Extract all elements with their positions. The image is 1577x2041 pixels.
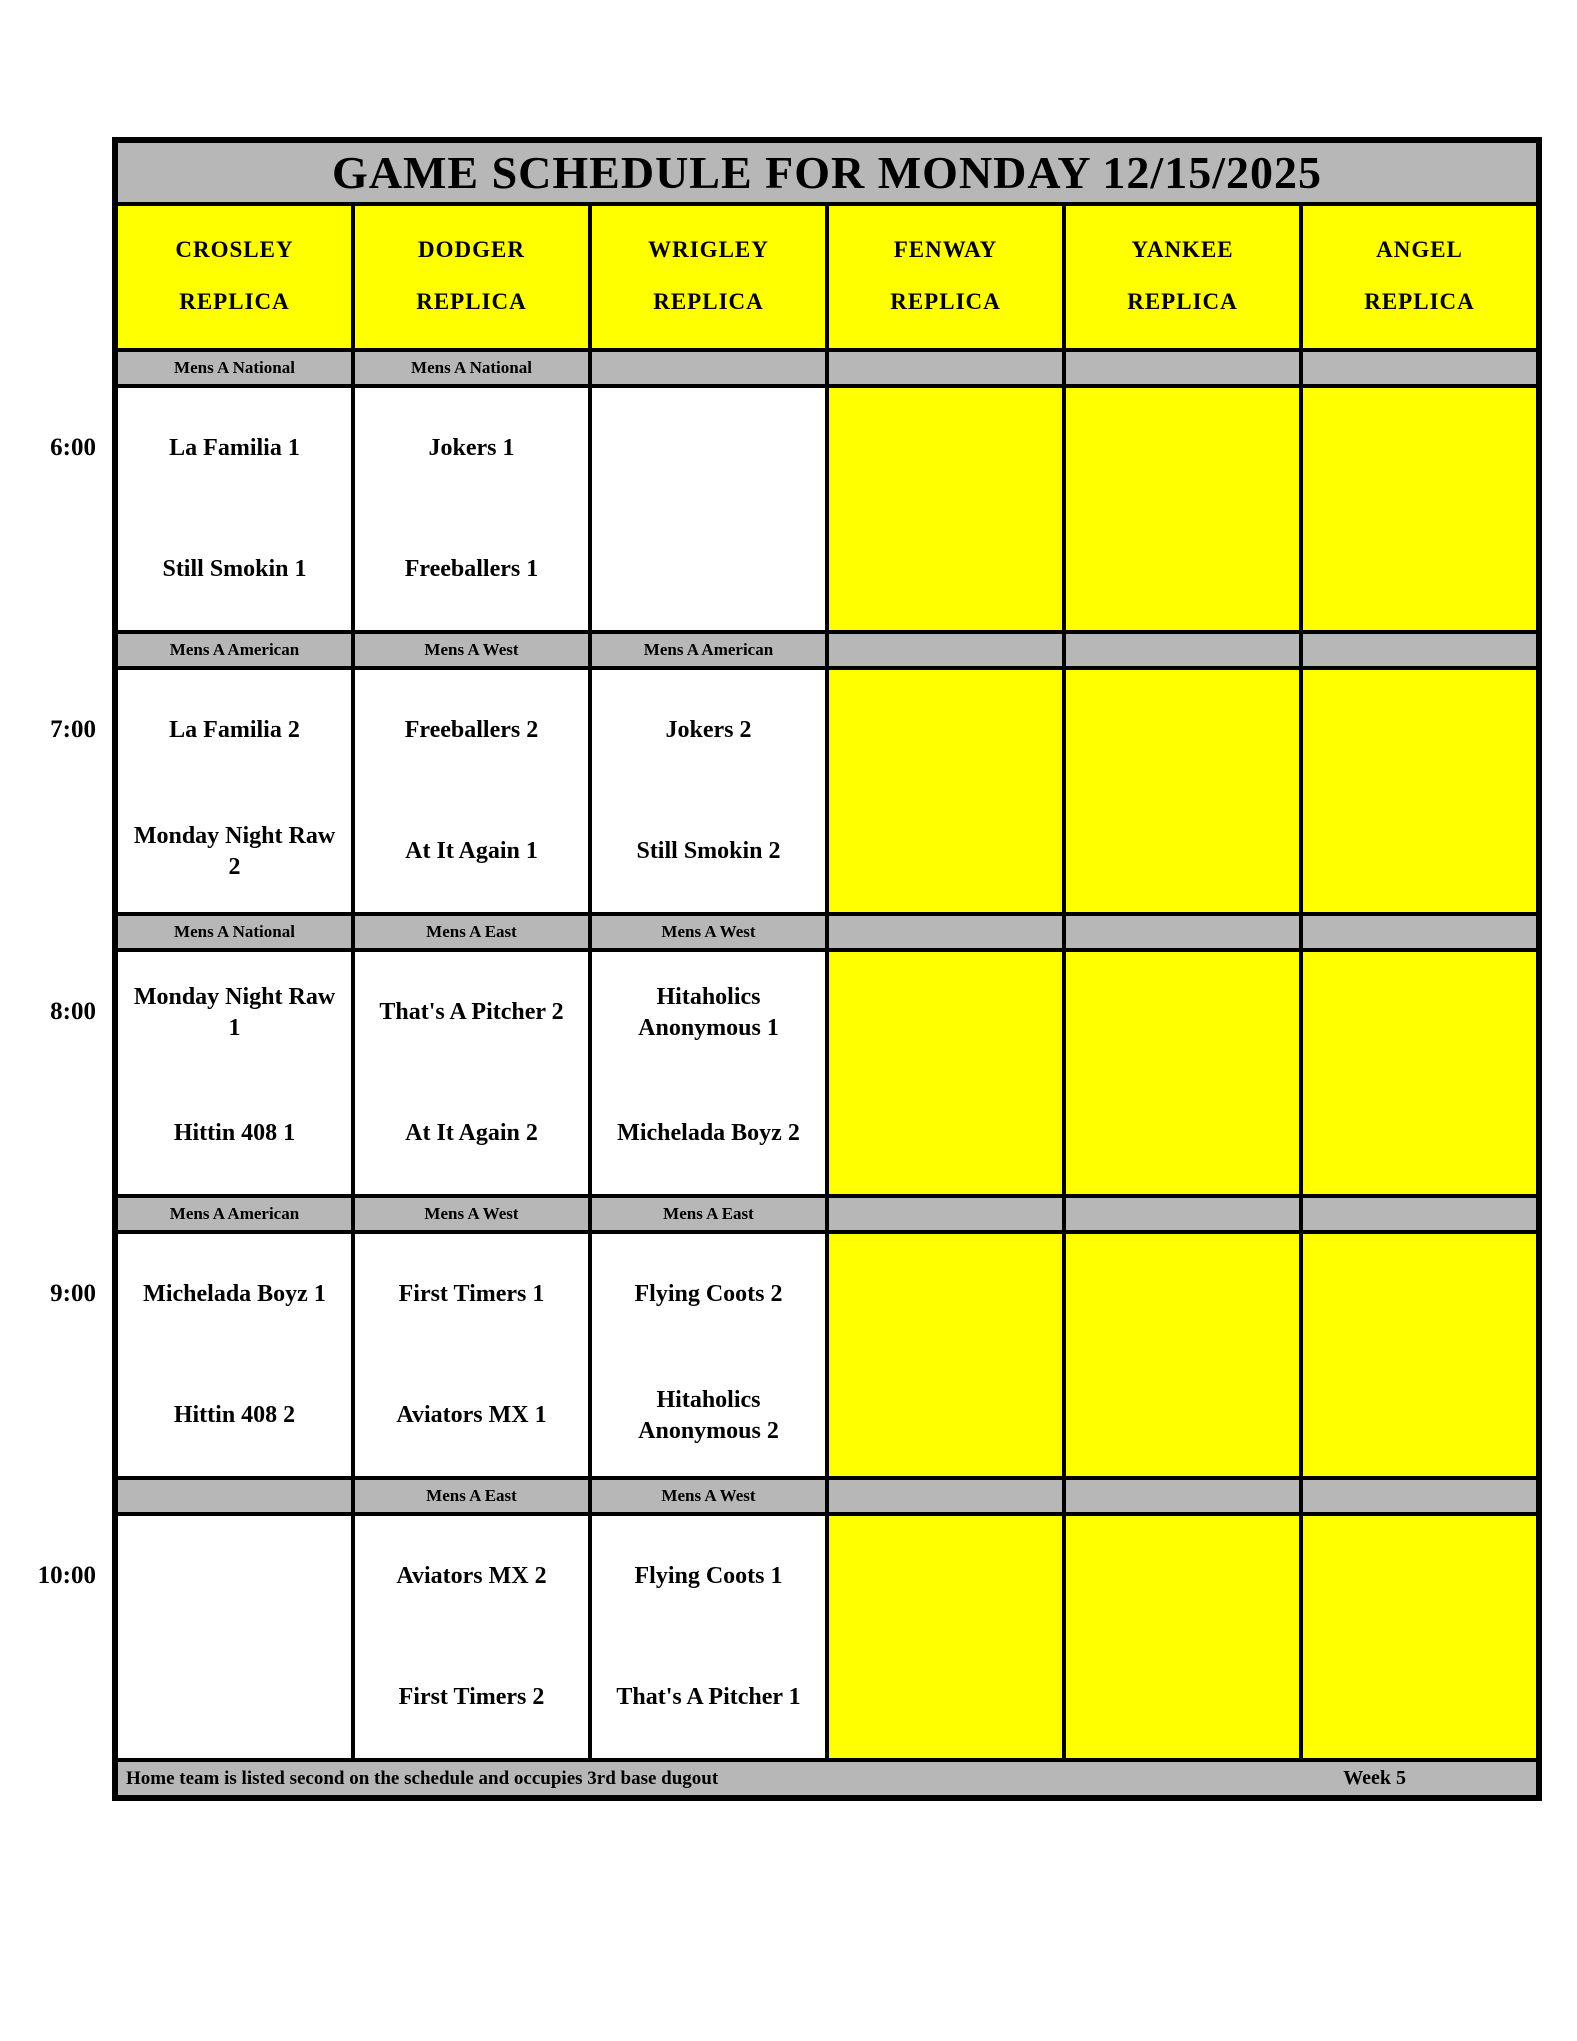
division-cell-1000-dodger: Mens A East (353, 1478, 590, 1514)
home-team (1066, 1355, 1299, 1476)
away-team (829, 388, 1062, 509)
venue-name: ANGEL (1376, 237, 1463, 262)
home-team (118, 1637, 351, 1758)
venue-sublabel: REPLICA (1127, 289, 1238, 314)
away-team (829, 670, 1062, 791)
game-cell-900-crosley (116, 1232, 353, 1478)
time-label-800: 8:00 (50, 997, 96, 1025)
division-cell-700-angel (1301, 632, 1538, 668)
division-cell-600-yankee (1064, 350, 1301, 386)
division-cell-900-fenway (827, 1196, 1064, 1232)
away-team (829, 1234, 1062, 1355)
away-team: Hitaholics Anonymous 1 (638, 983, 779, 1041)
home-team (592, 509, 825, 630)
home-team: Michelada Boyz 2 (617, 1120, 800, 1146)
game-cell-900-dodger (353, 1232, 590, 1478)
away-team (1066, 670, 1299, 791)
game-cell-700-fenway (827, 668, 1064, 914)
game-cell-800-crosley (116, 950, 353, 1196)
home-team (1066, 791, 1299, 912)
division-cell-900-angel (1301, 1196, 1538, 1232)
game-cell-1000-yankee (1064, 1514, 1301, 1760)
home-team: At It Again 2 (405, 1120, 538, 1146)
game-cell-700-wrigley (590, 668, 827, 914)
home-team: Monday Night Raw 2 (133, 822, 336, 880)
division-cell-800-wrigley: Mens A West (590, 914, 827, 950)
venue-sublabel: REPLICA (179, 289, 290, 314)
venue-sublabel: REPLICA (653, 289, 764, 314)
division-cell-1000-angel (1301, 1478, 1538, 1514)
venue-name: WRIGLEY (648, 237, 769, 262)
away-team: Jokers 2 (665, 717, 752, 743)
home-team (1066, 1073, 1299, 1194)
venue-name: YANKEE (1131, 237, 1234, 262)
game-cell-800-dodger (353, 950, 590, 1196)
home-team: Hittin 408 1 (173, 1120, 296, 1146)
game-cell-600-wrigley (590, 386, 827, 632)
away-team (829, 1516, 1062, 1637)
division-cell-800-yankee (1064, 914, 1301, 950)
away-team: La Familia 1 (169, 435, 300, 461)
division-cell-600-fenway (827, 350, 1064, 386)
division-cell-700-fenway (827, 632, 1064, 668)
away-team (1303, 1234, 1536, 1355)
home-team (1066, 509, 1299, 630)
game-cell-900-yankee (1064, 1232, 1301, 1478)
division-cell-900-crosley: Mens A American (116, 1196, 353, 1232)
division-cell-600-wrigley (590, 350, 827, 386)
division-cell-800-dodger: Mens A East (353, 914, 590, 950)
home-team (1066, 1637, 1299, 1758)
division-cell-900-yankee (1064, 1196, 1301, 1232)
division-cell-1000-yankee (1064, 1478, 1301, 1514)
away-team (1066, 388, 1299, 509)
away-team: Monday Night Raw 1 (133, 983, 336, 1041)
division-cell-800-crosley: Mens A National (116, 914, 353, 950)
division-cell-600-angel (1301, 350, 1538, 386)
division-cell-900-wrigley: Mens A East (590, 1196, 827, 1232)
game-cell-800-wrigley (590, 950, 827, 1196)
schedule-grid (112, 137, 1542, 1801)
division-cell-700-dodger: Mens A West (353, 632, 590, 668)
schedule-sheet (0, 137, 1577, 1837)
away-team: Michelada Boyz 1 (143, 1281, 326, 1307)
home-team: That's A Pitcher 1 (616, 1684, 801, 1710)
game-cell-600-yankee (1064, 386, 1301, 632)
home-team: Still Smokin 1 (162, 556, 307, 582)
away-team: Flying Coots 1 (634, 1563, 783, 1589)
away-team (1066, 1234, 1299, 1355)
game-cell-700-dodger (353, 668, 590, 914)
home-team (1303, 1355, 1536, 1476)
venue-header-yankee (1064, 204, 1301, 350)
venue-header-wrigley (590, 204, 827, 350)
away-team: First Timers 1 (398, 1281, 545, 1307)
away-team: Freeballers 2 (404, 717, 539, 743)
division-cell-600-dodger: Mens A National (353, 350, 590, 386)
home-team (829, 1637, 1062, 1758)
time-label-1000: 10:00 (37, 1561, 96, 1589)
time-label-600: 6:00 (50, 433, 96, 461)
division-cell-1000-crosley (116, 1478, 353, 1514)
home-team (829, 1073, 1062, 1194)
schedule-title: GAME SCHEDULE FOR MONDAY 12/15/2025 (116, 141, 1538, 204)
division-cell-600-crosley: Mens A National (116, 350, 353, 386)
home-team (829, 791, 1062, 912)
away-team (592, 388, 825, 509)
game-cell-900-fenway (827, 1232, 1064, 1478)
time-label-700: 7:00 (50, 715, 96, 743)
game-cell-600-angel (1301, 386, 1538, 632)
venue-header-angel (1301, 204, 1538, 350)
game-cell-1000-crosley (116, 1514, 353, 1760)
away-team (1303, 388, 1536, 509)
venue-header-fenway (827, 204, 1064, 350)
away-team: Flying Coots 2 (634, 1281, 783, 1307)
away-team (1303, 670, 1536, 791)
away-team: That's A Pitcher 2 (379, 999, 564, 1025)
venue-sublabel: REPLICA (416, 289, 527, 314)
home-team (1303, 1073, 1536, 1194)
game-cell-600-fenway (827, 386, 1064, 632)
division-cell-800-fenway (827, 914, 1064, 950)
home-team: Hittin 408 2 (173, 1402, 296, 1428)
game-cell-900-angel (1301, 1232, 1538, 1478)
game-cell-900-wrigley (590, 1232, 827, 1478)
away-team (1066, 952, 1299, 1073)
home-team: Hitaholics Anonymous 2 (638, 1386, 779, 1444)
away-team: La Familia 2 (169, 717, 300, 743)
venue-name: DODGER (418, 237, 525, 262)
division-cell-800-angel (1301, 914, 1538, 950)
game-cell-600-crosley (116, 386, 353, 632)
division-cell-1000-wrigley: Mens A West (590, 1478, 827, 1514)
week-badge: Week 5 (1343, 1767, 1406, 1789)
away-team: Jokers 1 (428, 435, 515, 461)
time-label-900: 9:00 (50, 1279, 96, 1307)
home-team (829, 1355, 1062, 1476)
away-team (1303, 952, 1536, 1073)
game-cell-1000-fenway (827, 1514, 1064, 1760)
division-cell-900-dodger: Mens A West (353, 1196, 590, 1232)
home-team (1303, 791, 1536, 912)
home-team (1303, 1637, 1536, 1758)
footer-bar (116, 1760, 1538, 1797)
game-cell-1000-angel (1301, 1514, 1538, 1760)
home-team-note: Home team is listed second on the schedule and occupies 3rd base dugout (126, 1767, 719, 1789)
division-cell-700-wrigley: Mens A American (590, 632, 827, 668)
venue-name: CROSLEY (175, 237, 294, 262)
away-team (1066, 1516, 1299, 1637)
division-cell-1000-fenway (827, 1478, 1064, 1514)
game-cell-700-yankee (1064, 668, 1301, 914)
home-team (829, 509, 1062, 630)
away-team (118, 1516, 351, 1637)
home-team (1303, 509, 1536, 630)
away-team (1303, 1516, 1536, 1637)
division-cell-700-yankee (1064, 632, 1301, 668)
game-cell-700-angel (1301, 668, 1538, 914)
division-cell-700-crosley: Mens A American (116, 632, 353, 668)
game-cell-800-fenway (827, 950, 1064, 1196)
time-gutter (0, 137, 112, 1801)
game-cell-1000-dodger (353, 1514, 590, 1760)
venue-sublabel: REPLICA (1364, 289, 1475, 314)
home-team: Aviators MX 1 (396, 1402, 547, 1428)
game-cell-600-dodger (353, 386, 590, 632)
game-cell-800-yankee (1064, 950, 1301, 1196)
away-team: Aviators MX 2 (396, 1563, 547, 1589)
venue-header-crosley (116, 204, 353, 350)
home-team: Freeballers 1 (404, 556, 539, 582)
venue-name: FENWAY (893, 237, 998, 262)
home-team: First Timers 2 (398, 1684, 545, 1710)
game-cell-700-crosley (116, 668, 353, 914)
venue-sublabel: REPLICA (890, 289, 1001, 314)
game-cell-1000-wrigley (590, 1514, 827, 1760)
away-team (829, 952, 1062, 1073)
home-team: At It Again 1 (405, 838, 538, 864)
game-cell-800-angel (1301, 950, 1538, 1196)
venue-header-dodger (353, 204, 590, 350)
home-team: Still Smokin 2 (636, 838, 781, 864)
